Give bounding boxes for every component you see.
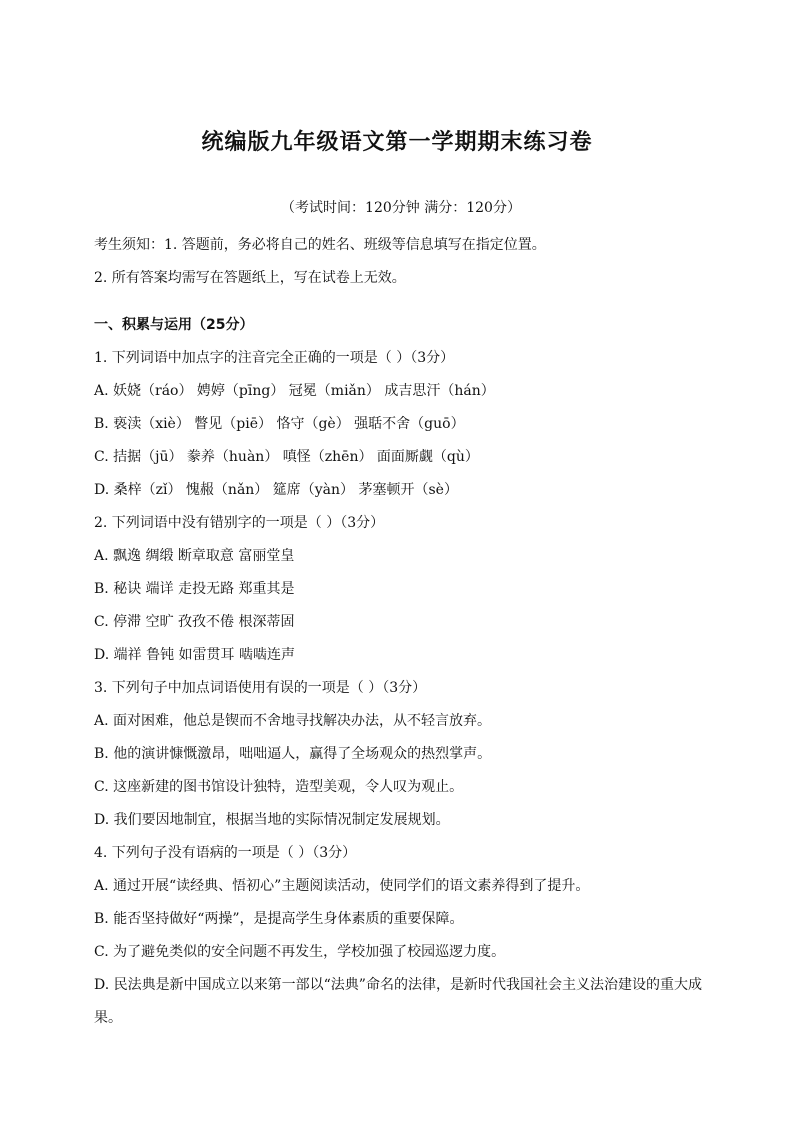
question-3 — [94, 672, 714, 837]
option-c: C. 这座新建的图书馆设计独特，造型美观，令人叹为观止。 — [94, 779, 464, 795]
option-c: C. 停滞 空旷 孜孜不倦 根深蒂固 — [94, 614, 295, 630]
spacer — [94, 295, 714, 309]
question-1 — [94, 342, 714, 507]
question-4 — [94, 837, 714, 1035]
notice-line-2: 2. 所有答案均需写在答题纸上，写在试卷上无效。 — [94, 270, 406, 286]
option-a: A. 面对困难，他总是锲而不舍地寻找解决办法，从不轻言放弃。 — [94, 713, 492, 729]
option-b: B. 他的演讲慷慨激昂，咄咄逼人，赢得了全场观众的热烈掌声。 — [94, 746, 492, 762]
option-b: B. 能否坚持做好“两操”，是提高学生身体素质的重要保障。 — [94, 911, 464, 927]
option-c: C. 拮据（jū） 豢养（huàn） 嗔怪（zhēn） 面面厮觑（qù） — [94, 449, 479, 465]
question-stem: 2. 下列词语中没有错别字的一项是（ ）（3分） — [94, 515, 385, 531]
option-d: D. 我们要因地制宜，根据当地的实际情况制定发展规划。 — [94, 812, 450, 828]
option-d: D. 端祥 鲁钝 如雷贯耳 啮啮连声 — [94, 647, 295, 663]
exam-title: 统编版九年级语文第一学期期末练习卷 — [201, 130, 593, 155]
option-a: A. 通过开展“读经典、悟初心”主题阅读活动，使同学们的语文素养得到了提升。 — [94, 878, 590, 894]
exam-time-info: （考试时间：120分钟 满分：120分） — [281, 200, 521, 216]
option-c: C. 为了避免类似的安全问题不再发生，学校加强了校园巡逻力度。 — [94, 944, 506, 960]
question-2 — [94, 507, 714, 672]
option-a: A. 飘逸 绸缎 断章取意 富丽堂皇 — [94, 548, 295, 564]
option-d: D. 民法典是新中国成立以来第一部以“法典”命名的法律，是新时代我国社会主义法治建设的重大成果。 — [94, 977, 702, 1026]
question-stem: 1. 下列词语中加点字的注音完全正确的一项是（ ）（3分） — [94, 350, 455, 366]
option-d: D. 桑梓（zǐ） 愧赧（nǎn） 筵席（yàn） 茅塞顿开（sè） — [94, 482, 458, 498]
option-b: B. 秘诀 端详 走投无路 郑重其是 — [94, 581, 295, 597]
question-stem: 4. 下列句子没有语病的一项是（ ）（3分） — [94, 845, 357, 861]
section-heading: 一、积累与运用（25分） — [94, 317, 254, 333]
option-a: A. 妖娆（ráo） 娉婷（pīng） 冠冕（miǎn） 成吉思汗（hán） — [94, 383, 495, 399]
question-stem: 3. 下列句子中加点词语使用有误的一项是（ ）（3分） — [94, 680, 427, 696]
exam-body — [94, 229, 714, 1035]
option-b: B. 亵渎（xiè） 瞥见（piē） 恪守（gè） 强聒不舍（guō） — [94, 416, 465, 432]
notice-line-1: 考生须知：1. 答题前，务必将自己的姓名、班级等信息填写在指定位置。 — [94, 237, 546, 253]
